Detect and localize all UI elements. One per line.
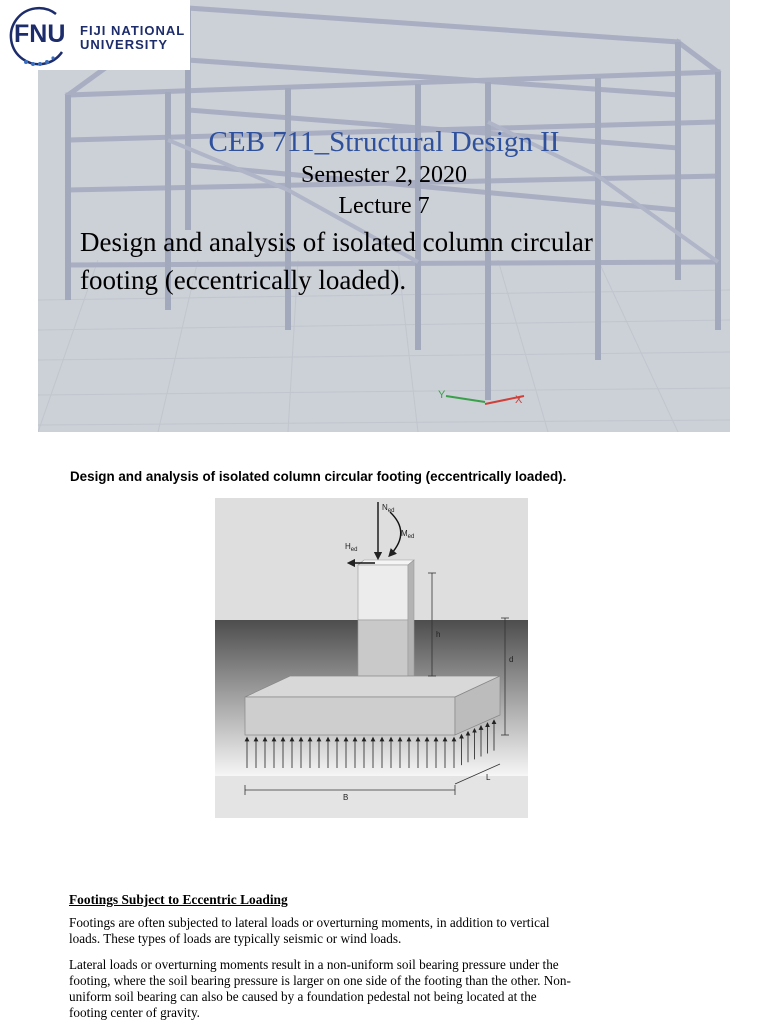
- paragraph-2-line: footing center of gravity.: [69, 1005, 200, 1020]
- label-h: h: [436, 630, 441, 639]
- logo-name-line2: UNIVERSITY: [80, 37, 169, 52]
- label-d: d: [509, 655, 514, 664]
- paragraph-1-line: loads. These types of loads are typically seismic or wind loads.: [69, 931, 402, 946]
- lecture-label: Lecture 7: [338, 193, 430, 219]
- axis-label-y: Y: [438, 389, 446, 401]
- topic-line-2: footing (eccentrically loaded).: [80, 265, 407, 295]
- section-heading: Design and analysis of isolated column circular footing (eccentrically loaded).: [70, 469, 567, 484]
- body-heading: Footings Subject to Eccentric Loading: [69, 892, 288, 907]
- footing-slab: [245, 676, 500, 735]
- paragraph-2-line: footing, where the soil bearing pressure is larger on one side of the footing than the other. Non-: [69, 973, 571, 988]
- topic-line-1: Design and analysis of isolated column circular: [80, 227, 593, 257]
- paragraph-2-line: uniform soil bearing can also be caused by a foundation pedestal not being located at the: [69, 989, 537, 1004]
- logo-mark-text: FNU: [14, 20, 66, 48]
- label-horizontal-load: $H_{ed}$: [345, 542, 358, 553]
- paragraph-2-line: Lateral loads or overturning moments result in a non-uniform soil bearing pressure under the: [69, 957, 559, 972]
- course-title: CEB 711_Structural Design II: [208, 126, 560, 158]
- label-b: B: [343, 793, 349, 802]
- logo-name-line1: FIJI NATIONAL: [80, 23, 186, 38]
- label-moment: $M_{ed}$: [401, 529, 415, 540]
- axis-indicator: [438, 389, 524, 406]
- label-l: L: [486, 773, 491, 782]
- semester-label: Semester 2, 2020: [301, 162, 467, 188]
- footing-diagram: [215, 498, 528, 818]
- university-logo: [0, 0, 190, 70]
- label-axial-load: $N_{ed}$: [382, 503, 395, 514]
- paragraph-1-line: Footings are often subjected to lateral loads or overturning moments, in addition to vertical: [69, 915, 550, 930]
- column: [358, 560, 414, 688]
- footing-diagram-svg: [215, 498, 528, 818]
- axis-label-x: X: [515, 394, 523, 406]
- ground-base: [215, 776, 528, 818]
